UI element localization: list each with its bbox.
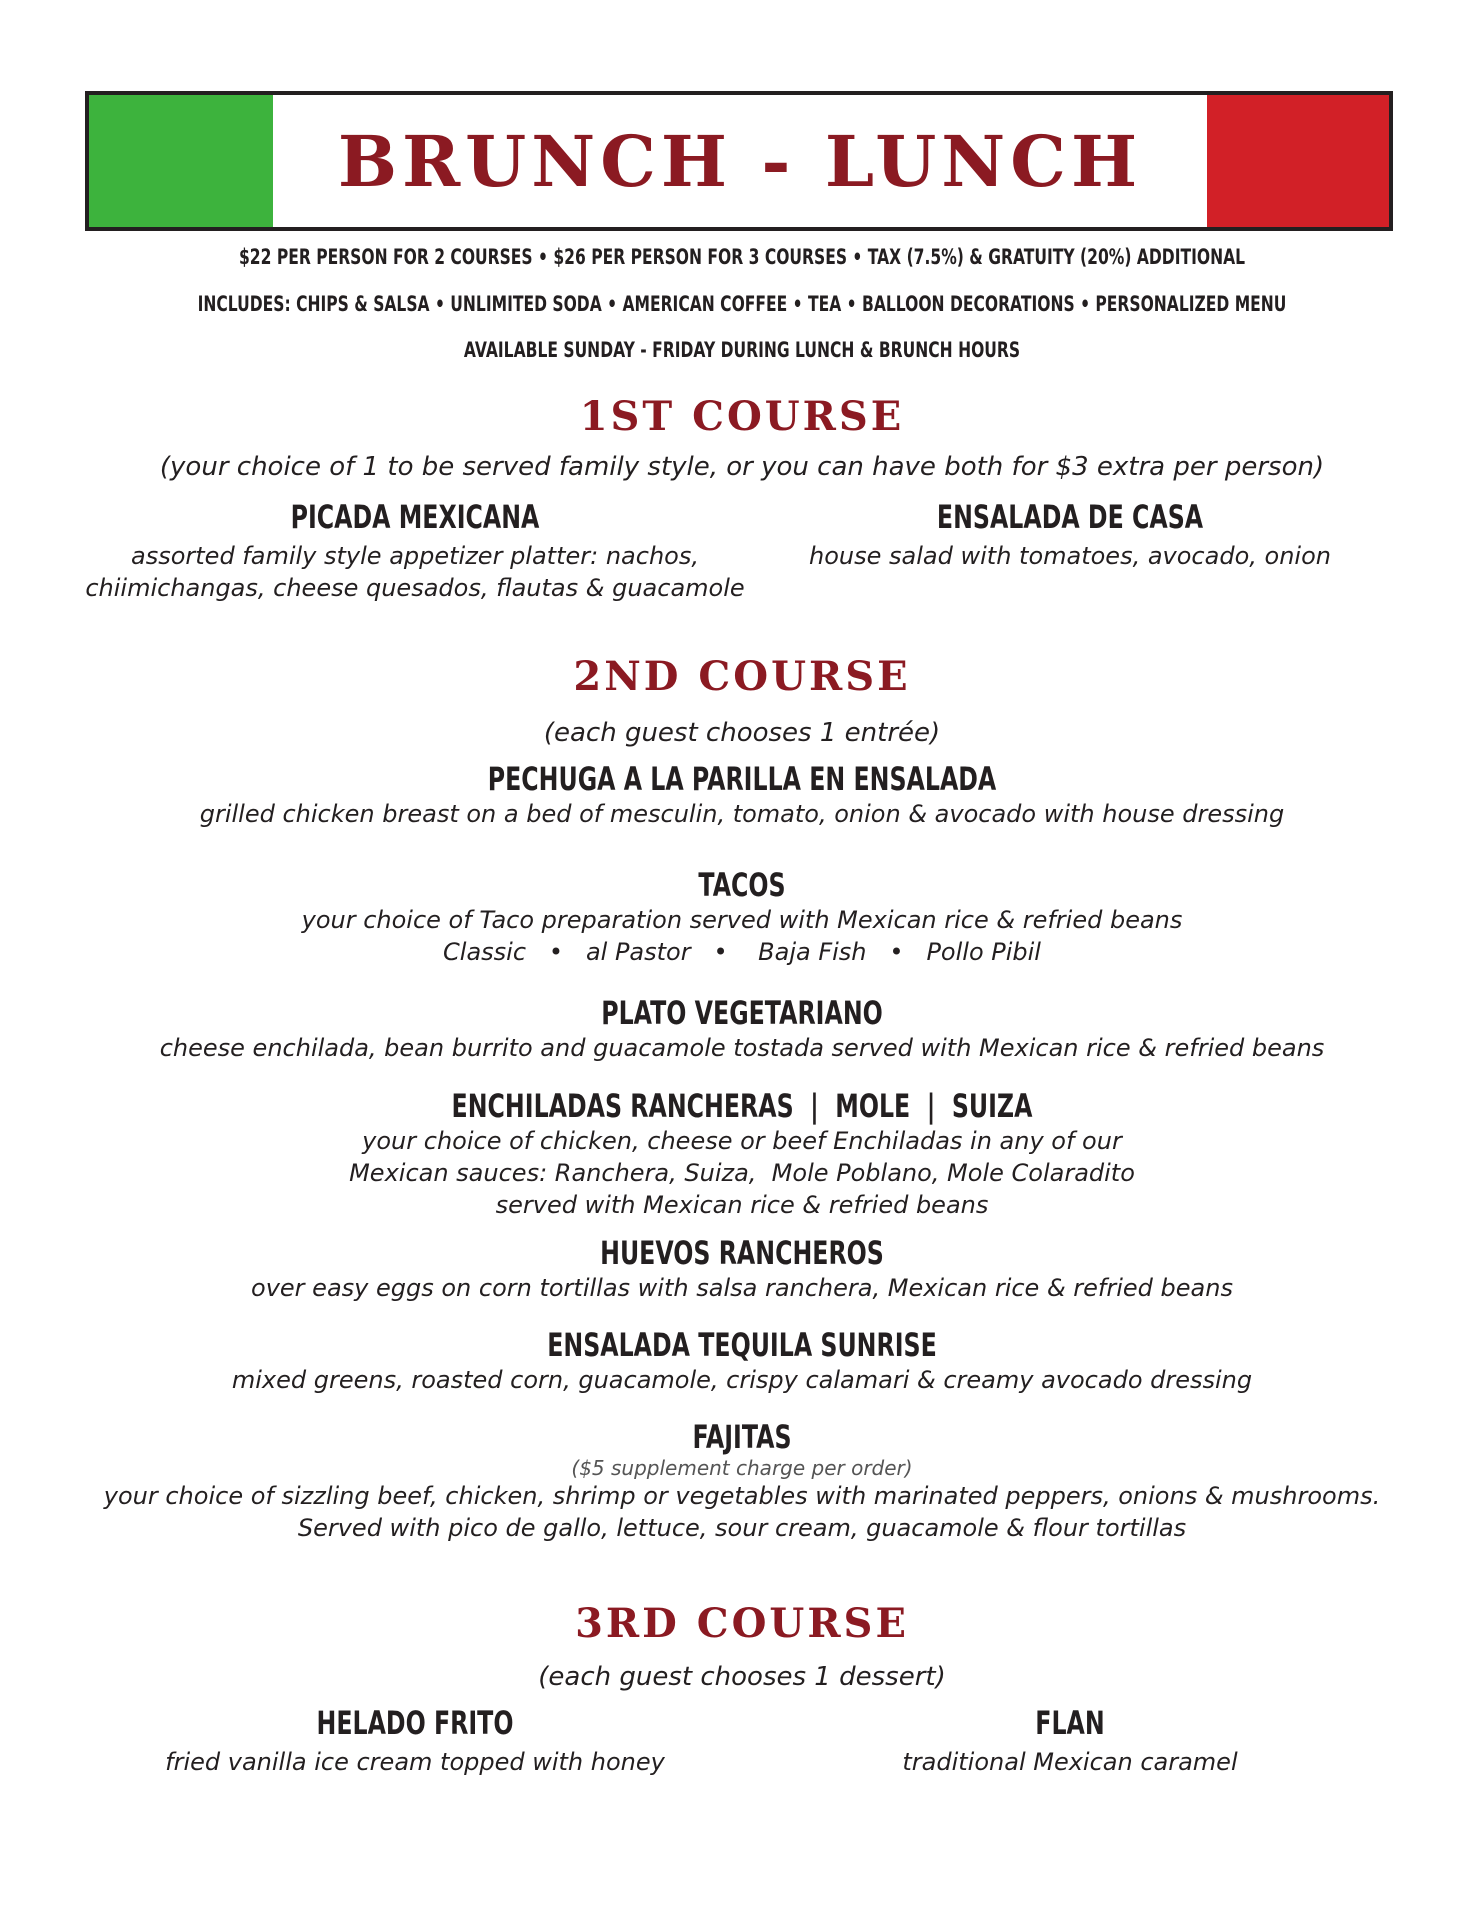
item-desc: house salad with tomatoes, avocado, onion [809, 542, 1331, 570]
course-1-title: 1ST COURSE [579, 393, 905, 440]
menu-item-helado-frito [110, 1704, 720, 1778]
flag-green-stripe [89, 95, 273, 227]
menu-item-tacos [0, 866, 1484, 968]
item-desc: chiimichangas, cheese quesados, flautas & guacamole [85, 574, 745, 602]
menu-title: BRUNCH - LUNCH [337, 119, 1143, 203]
item-desc: served with Mexican rice & refried beans [495, 1191, 989, 1219]
taco-options: Classic • al Pastor • Baja Fish • Pollo Pibil [443, 938, 1041, 966]
item-desc: your choice of Taco preparation served with Mexican rice & refried beans [301, 906, 1183, 934]
item-name: ENCHILADAS RANCHERAS | MOLE | SUIZA [451, 1087, 1033, 1125]
supplement-note: ($5 supplement charge per order) [571, 1456, 913, 1480]
course-3-note: (each guest chooses 1 dessert) [538, 1662, 946, 1692]
menu-item-picada-mexicana [80, 498, 750, 604]
includes-line: INCLUDES: CHIPS & SALSA • UNLIMITED SODA • AMERICAN COFFEE • TEA • BALLOON DECORATIONS • PERSONALIZED MENU [197, 292, 1287, 316]
menu-item-plato-vegetariano [0, 994, 1484, 1064]
item-name: PECHUGA A LA PARILLA EN ENSALADA [487, 760, 997, 798]
item-desc: your choice of sizzling beef, chicken, shrimp or vegetables with marinated peppers, onions & mushrooms. [103, 1482, 1381, 1510]
item-name: PICADA MEXICANA [290, 498, 540, 536]
item-desc: fried vanilla ice cream topped with honey [165, 1748, 665, 1776]
item-desc: traditional Mexican caramel [902, 1748, 1238, 1776]
flag-red-stripe [1207, 95, 1389, 227]
item-name: FLAN [1035, 1704, 1105, 1742]
menu-item-pechuga [0, 760, 1484, 830]
course-2-note: (each guest chooses 1 entrée) [543, 718, 941, 748]
item-desc: assorted family style appetizer platter: nachos, [131, 542, 699, 570]
item-name: HUEVOS RANCHEROS [600, 1234, 884, 1272]
item-desc: over easy eggs on corn tortillas with salsa ranchera, Mexican rice & refried beans [251, 1274, 1233, 1302]
flag-white-stripe [273, 95, 1207, 227]
item-desc: grilled chicken breast on a bed of mesculin, tomato, onion & avocado with house dressing [199, 800, 1285, 828]
menu-item-enchiladas [0, 1087, 1484, 1221]
menu-item-flan [770, 1704, 1370, 1778]
item-name: ENSALADA DE CASA [936, 498, 1204, 536]
item-desc: your choice of chicken, cheese or beef Enchiladas in any of our [362, 1127, 1122, 1155]
item-name: FAJITAS [692, 1418, 792, 1456]
item-name: HELADO FRITO [316, 1704, 514, 1742]
item-name: PLATO VEGETARIANO [601, 994, 883, 1032]
menu-item-ensalada-de-casa [770, 498, 1370, 572]
pricing-line: $22 PER PERSON FOR 2 COURSES • $26 PER PERSON FOR 3 COURSES • TAX (7.5%) & GRATUITY (20%) ADDITIONAL [238, 245, 1246, 269]
item-desc: mixed greens, roasted corn, guacamole, crispy calamari & creamy avocado dressing [231, 1366, 1253, 1394]
menu-item-fajitas [0, 1418, 1484, 1544]
course-2-title: 2ND COURSE [573, 653, 911, 700]
item-desc: Served with pico de gallo, lettuce, sour cream, guacamole & flour tortillas [297, 1514, 1187, 1542]
availability-line: AVAILABLE SUNDAY - FRIDAY DURING LUNCH & BRUNCH HOURS [463, 338, 1021, 362]
item-name: TACOS [698, 866, 786, 904]
item-desc: cheese enchilada, bean burrito and guacamole tostada served with Mexican rice & refried beans [159, 1034, 1325, 1062]
course-1-note: (your choice of 1 to be served family style, or you can have both for $3 extra per person) [159, 452, 1325, 482]
course-3-title: 3RD COURSE [575, 1600, 909, 1647]
item-desc: Mexican sauces: Ranchera, Suiza, Mole Poblano, Mole Colaradito [349, 1159, 1135, 1187]
item-name: ENSALADA TEQUILA SUNRISE [547, 1326, 937, 1364]
menu-item-ensalada-tequila-sunrise [0, 1326, 1484, 1396]
menu-item-huevos-rancheros [0, 1234, 1484, 1304]
title-banner [85, 91, 1393, 231]
